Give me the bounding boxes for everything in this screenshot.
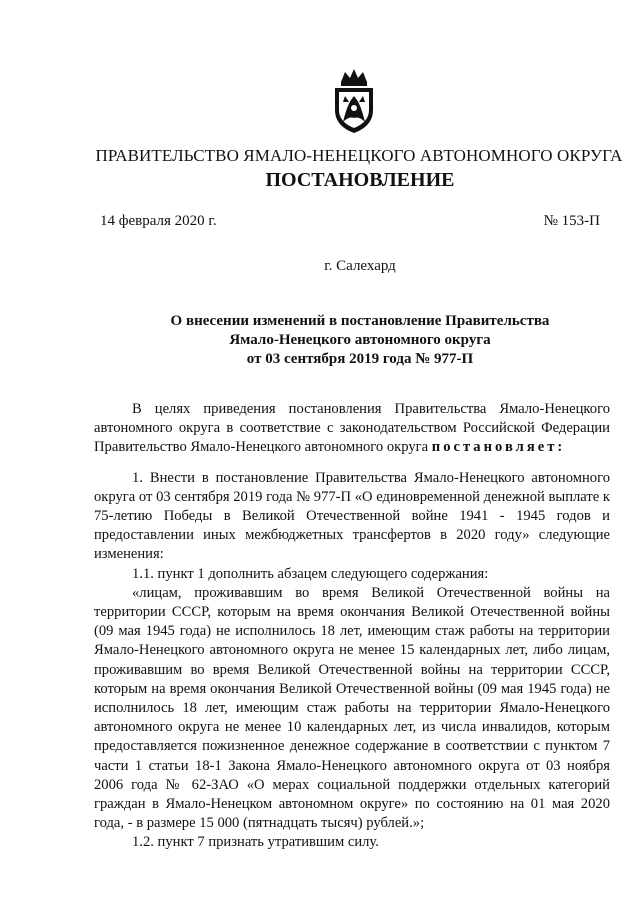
- document-type: ПОСТАНОВЛЕНИЕ: [265, 169, 455, 191]
- subject-line-1: О внесении изменений в постановление Правительства: [170, 313, 550, 329]
- item-1-2-paragraph: 1.2. пункт 7 признать утратившим силу.: [132, 834, 379, 851]
- resolves-word: постановляет:: [431, 439, 566, 456]
- document-body: [94, 400, 610, 853]
- document-subject: [140, 312, 580, 369]
- document-number: № 153-П: [543, 213, 600, 229]
- preamble-text: В целях приведения постановления Правительства Ямало-Ненецкого автономного округа в соответствие с законодательством Российской Федерации Правительство Ямало-Ненецкого автономного округа: [94, 401, 610, 456]
- item-1-paragraph: 1. Внести в постановление Правительства Ямало-Ненецкого автономного округа от 03 сентября 2019 года № 977-П «О единовременной денежной выплате к 75-летию Победы в Великой Отечественной войне 1941 - 1945 годов и предоставлении иных межбюджетных трансфертов в 2020 году» следующие изменения:: [94, 469, 610, 563]
- quote-paragraph: «лицам, проживавшим во время Великой Отечественной войны на территории СССР, которым на время окончания Великой Отечественной войны (09 мая 1945 года) не исполнилось 18 лет, имеющим стаж работы на территории Ямало-Ненецкого автономного округа не менее 15 календарных лет, либо лицам, проживавшим во время Великой Отечественной войны на территории СССР, которым на время окончания Великой Отечественной войны (09 мая 1945 года) не исполнилось 18 лет, имеющим стаж работы на территории Ямало-Ненецкого автономного округа не менее 10 календарных лет, из числа инвалидов, которым предоставляется пожизненное денежное содержание в соответствии с пунктом 7 части 1 статьи 18-1 Закона Ямало-Ненецкого автономного округа от 03 ноября 2006 года № 62-ЗАО «О мерах социальной поддержки отдельных категорий граждан в Ямало-Ненецком автономном округе» по состоянию на 01 мая 2020 года, - в размере 15 000 (пятнадцать тысяч) рублей.»;: [94, 584, 610, 832]
- subject-line-3: от 03 сентября 2019 года № 977-П: [246, 351, 474, 367]
- document-city: г. Салехард: [324, 258, 396, 274]
- item-1-1-paragraph: 1.1. пункт 1 дополнить абзацем следующего содержания:: [132, 565, 489, 582]
- subject-line-2: Ямало-Ненецкого автономного округа: [229, 332, 491, 348]
- preamble-paragraph: [94, 400, 610, 458]
- document-date: 14 февраля 2020 г.: [100, 213, 217, 229]
- government-title: ПРАВИТЕЛЬСТВО ЯМАЛО-НЕНЕЦКОГО АВТОНОМНОГО ОКРУГА: [95, 146, 623, 165]
- coat-of-arms-icon: [329, 66, 379, 136]
